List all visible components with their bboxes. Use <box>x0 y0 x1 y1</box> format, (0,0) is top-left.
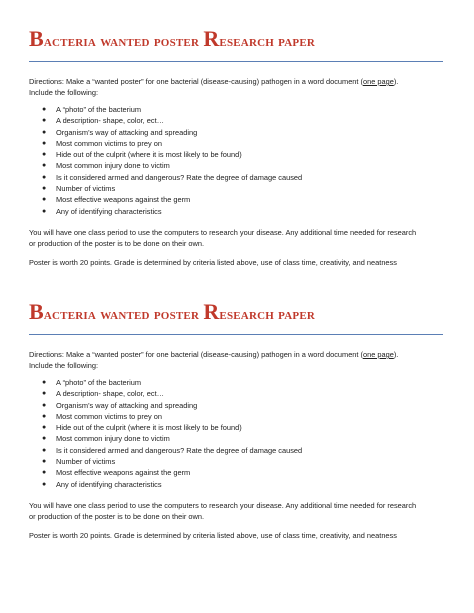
bullet-icon: ● <box>42 435 47 443</box>
list-item-text: Organism’s way of attacking and spreading <box>56 127 198 137</box>
list-item <box>42 445 449 456</box>
list-item <box>42 388 449 399</box>
title-part: acteria wanted poster <box>43 33 204 50</box>
one-page-underlined: one page <box>362 350 394 359</box>
bullet-icon: ● <box>42 207 47 215</box>
grading-note: Poster is worth 20 points. Grade is determined by criteria listed above, use of class time, creativity, and neatness <box>29 530 397 540</box>
list-item <box>42 194 449 205</box>
bullet-icon: ● <box>42 458 47 466</box>
note-line: You will have one class period to use the computers to research your disease. Any additional time needed for research <box>29 500 417 510</box>
section-title <box>29 28 449 53</box>
note-line: or production of the poster is to be done on their own. <box>29 511 205 521</box>
requirements-list <box>29 104 449 217</box>
bullet-icon: ● <box>42 390 47 398</box>
grading-note: Poster is worth 20 points. Grade is determined by criteria listed above, use of class time, creativity, and neatness <box>29 257 397 267</box>
list-item-text: A “photo” of the bacterium <box>56 378 142 387</box>
list-item-text: Most common victims to prey on <box>56 411 162 421</box>
list-item-text: Number of victims <box>56 184 116 194</box>
bullet-icon: ● <box>42 151 47 159</box>
list-item <box>42 400 449 411</box>
list-item-text: Hide out of the culprit (where it is most likely to be found) <box>56 150 242 160</box>
list-item-text: Is it considered armed and dangerous? Rate the degree of damage caused <box>56 172 303 182</box>
list-item-text: Most common injury done to victim <box>56 161 170 171</box>
list-item <box>42 422 449 433</box>
title-rule <box>29 334 443 335</box>
list-item-text: Is it considered armed and dangerous? Rate the degree of damage caused <box>56 445 303 455</box>
list-item-text: Most common victims to prey on <box>56 138 162 148</box>
list-item <box>42 377 449 388</box>
requirements-list <box>29 377 449 490</box>
list-item-text: A description- shape, color, ect… <box>56 116 165 126</box>
list-item <box>42 411 449 422</box>
bullet-icon: ● <box>42 162 47 170</box>
list-item-text: Most effective weapons against the germ <box>56 468 191 478</box>
assignment-section-2 <box>29 301 449 541</box>
bullet-icon: ● <box>42 480 47 488</box>
list-item <box>42 456 449 467</box>
bullet-icon: ● <box>42 173 47 181</box>
bullet-icon: ● <box>42 424 47 432</box>
directions-part: ). <box>393 350 399 359</box>
directions-line: Include the following: <box>29 361 99 370</box>
list-item <box>42 183 449 194</box>
bullet-icon: ● <box>42 196 47 204</box>
section-title <box>29 301 449 326</box>
class-time-note <box>29 500 449 522</box>
directions-text <box>29 349 449 371</box>
bullet-icon: ● <box>42 117 47 125</box>
assignment-section-1 <box>29 28 449 268</box>
list-item <box>42 138 449 149</box>
bullet-icon: ● <box>42 185 47 193</box>
list-item <box>42 104 449 115</box>
bullet-icon: ● <box>42 106 47 113</box>
title-initial: R <box>203 299 220 324</box>
title-part: esearch paper <box>219 306 316 323</box>
directions-part: Directions: Make a “wanted poster” for one bacterial (disease-causing) pathogen in a word document ( <box>29 350 363 359</box>
list-item <box>42 149 449 160</box>
bullet-icon: ● <box>42 139 47 147</box>
list-item-text: Any of identifying characteristics <box>56 206 162 216</box>
title-part: esearch paper <box>219 33 316 50</box>
list-item-text: Hide out of the culprit (where it is most likely to be found) <box>56 423 242 433</box>
list-item <box>42 433 449 444</box>
list-item <box>42 115 449 126</box>
title-part: acteria wanted poster <box>43 306 204 323</box>
one-page-underlined: one page <box>362 77 394 86</box>
directions-part: Directions: Make a “wanted poster” for one bacterial (disease-causing) pathogen in a word document ( <box>29 77 363 86</box>
list-item <box>42 206 449 217</box>
bullet-icon: ● <box>42 469 47 477</box>
list-item-text: Organism’s way of attacking and spreading <box>56 400 198 410</box>
title-initial: R <box>203 26 220 51</box>
bullet-icon: ● <box>42 379 47 386</box>
note-line: or production of the poster is to be done on their own. <box>29 238 205 248</box>
bullet-icon: ● <box>42 401 47 409</box>
title-initial: B <box>29 299 44 324</box>
bullet-icon: ● <box>42 446 47 454</box>
directions-part: ). <box>393 77 399 86</box>
bullet-icon: ● <box>42 412 47 420</box>
note-line: You will have one class period to use the computers to research your disease. Any additional time needed for research <box>29 227 417 237</box>
directions-text <box>29 76 449 98</box>
list-item <box>42 467 449 478</box>
directions-line: Include the following: <box>29 88 99 97</box>
list-item <box>42 172 449 183</box>
list-item-text: Any of identifying characteristics <box>56 479 162 489</box>
list-item-text: Most effective weapons against the germ <box>56 195 191 205</box>
title-initial: B <box>29 26 44 51</box>
bullet-icon: ● <box>42 128 47 136</box>
title-rule <box>29 61 443 62</box>
list-item <box>42 127 449 138</box>
list-item <box>42 160 449 171</box>
list-item-text: Most common injury done to victim <box>56 434 170 444</box>
list-item-text: A “photo” of the bacterium <box>56 105 142 114</box>
class-time-note <box>29 227 449 249</box>
list-item <box>42 479 449 490</box>
list-item-text: A description- shape, color, ect… <box>56 389 165 399</box>
list-item-text: Number of victims <box>56 457 116 467</box>
